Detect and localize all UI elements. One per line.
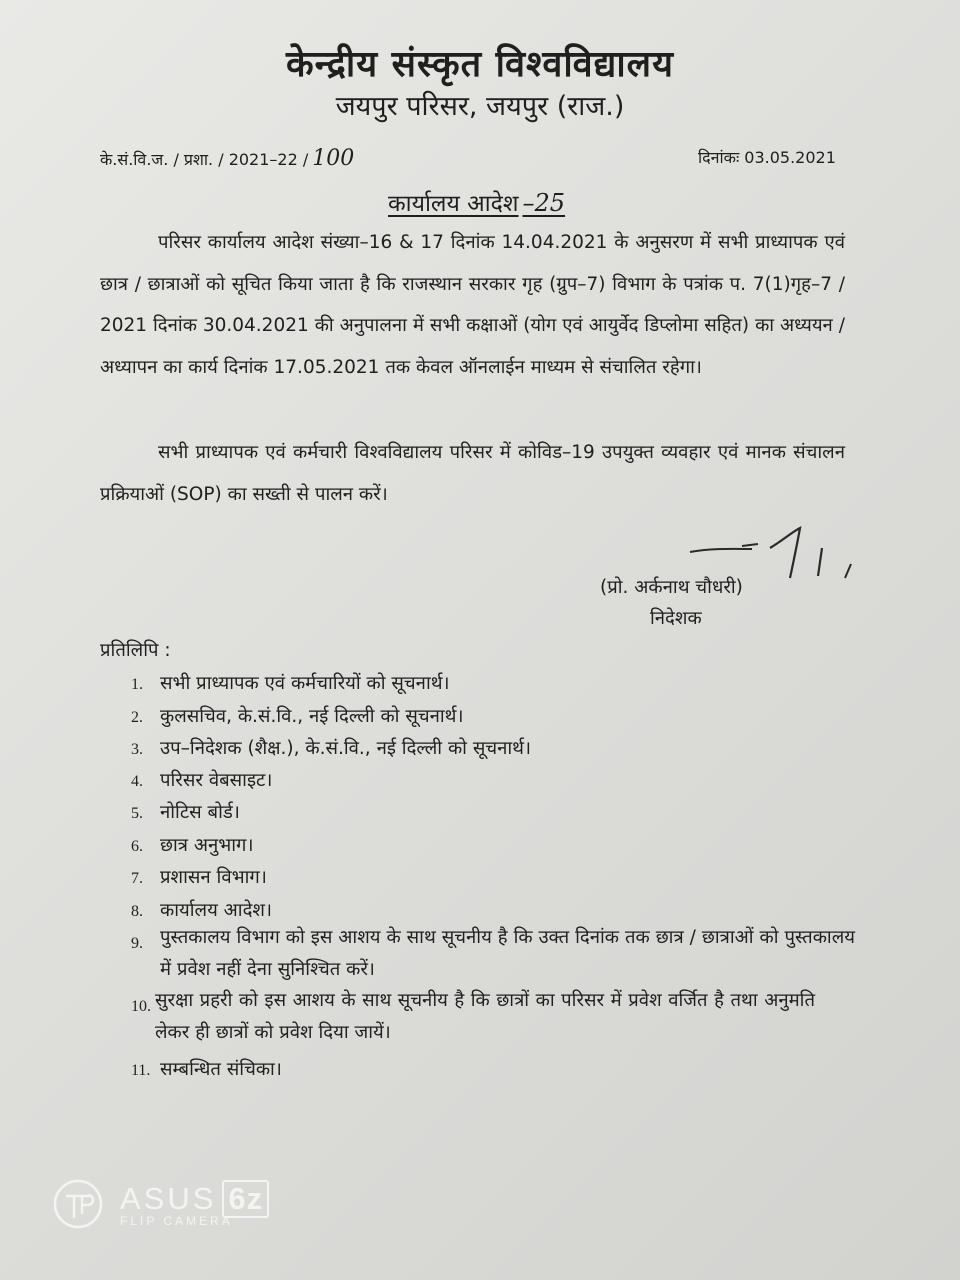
list-item-number: 3.: [131, 741, 143, 758]
university-title: केन्द्रीय संस्कृत विश्वविद्यालय: [286, 44, 674, 85]
issue-date: दिनांकः 03.05.2021: [698, 148, 836, 167]
list-item: उप–निदेशक (शैक्ष.), के.सं.वि., नई दिल्ली को सूचनार्थ।: [160, 738, 531, 759]
list-item: सुरक्षा प्रहरी को इस आशय के साथ सूचनीय है कि छात्रों का परिसर में प्रवेश वर्जित है तथा अनुमति लेकर ही छात्रों को प्रवेश दिया जायें।: [155, 990, 815, 1043]
order-heading-text: कार्यालय आदेश: [388, 191, 519, 217]
body-paragraph-1: परिसर कार्यालय आदेश संख्या–16 & 17 दिनांक 14.04.2021 के अनुसरण में सभी प्राध्यापक एवं छात्र / छात्राओं को सूचित किया जाता है कि राजस्थान सरकार गृह (ग्रुप–7) विभाग के पत्रांक प. 7(1)गृह–7 / 2021 दिनांक 30.04.2021 की अनुपालना में सभी कक्षाओं (योग एवं आयुर्वेद डिप्लोमा सहित) का अध्ययन / अध्यापन का कार्य दिनांक 17.05.2021 तक केवल ऑनलाईन माध्यम से संचालित रहेगा।: [100, 232, 845, 378]
list-item-number: 11.: [131, 1062, 151, 1079]
list-item: पुस्तकालय विभाग को इस आशय के साथ सूचनीय है कि उक्त दिनांक तक छात्र / छात्राओं को पुस्तकालय में प्रवेश नहीं देना सुनिश्चित करें।: [160, 927, 855, 980]
copy-to-label: प्रतिलिपि :: [100, 640, 171, 661]
list-item-number: 6.: [131, 838, 143, 855]
campus-subtitle: जयपुर परिसर, जयपुर (राज.): [335, 91, 625, 122]
list-item-number: 10.: [131, 998, 151, 1015]
reference-text: के.सं.वि.ज. / प्रशा. / 2021–22 /: [100, 150, 309, 169]
list-item-number: 2.: [131, 709, 143, 726]
list-item-number: 4.: [131, 773, 143, 790]
brand-model: 6z: [222, 1180, 269, 1218]
camera-brand-watermark: [120, 1180, 269, 1218]
list-item-number: 1.: [131, 676, 143, 693]
list-item-number: 8.: [131, 903, 143, 920]
list-item-number: 5.: [131, 805, 143, 822]
flip-camera-logo-icon: [52, 1178, 104, 1230]
list-item: परिसर वेबसाइट।: [160, 770, 273, 791]
body-paragraph-2: सभी प्राध्यापक एवं कर्मचारी विश्वविद्यालय परिसर में कोविड–19 उपयुक्त व्यवहार एवं मानक संचालन प्रक्रियाओं (SOP) का सख्ती से पालन करें।: [100, 442, 845, 505]
list-item: कुलसचिव, के.सं.वि., नई दिल्ली को सूचनार्थ।: [160, 706, 464, 727]
list-item: नोटिस बोर्ड।: [160, 802, 240, 823]
camera-caption: FLIP CAMERA: [120, 1214, 233, 1228]
list-item: प्रशासन विभाग।: [160, 867, 267, 888]
list-item: सम्बन्धित संचिका।: [160, 1059, 282, 1080]
list-item-number: 7.: [131, 870, 143, 887]
list-item: सभी प्राध्यापक एवं कर्मचारियों को सूचनार्थ।: [160, 673, 450, 694]
list-item: कार्यालय आदेश।: [160, 900, 272, 921]
signatory-designation: निदेशक: [650, 608, 702, 629]
list-item: छात्र अनुभाग।: [160, 835, 254, 856]
brand-name: ASUS: [120, 1181, 217, 1216]
signatory-name: (प्रो. अर्कनाथ चौधरी): [600, 577, 743, 598]
order-handwritten-number: –25: [522, 189, 566, 217]
list-item-number: 9.: [131, 935, 143, 952]
reference-handwritten-number: 100: [312, 146, 355, 171]
